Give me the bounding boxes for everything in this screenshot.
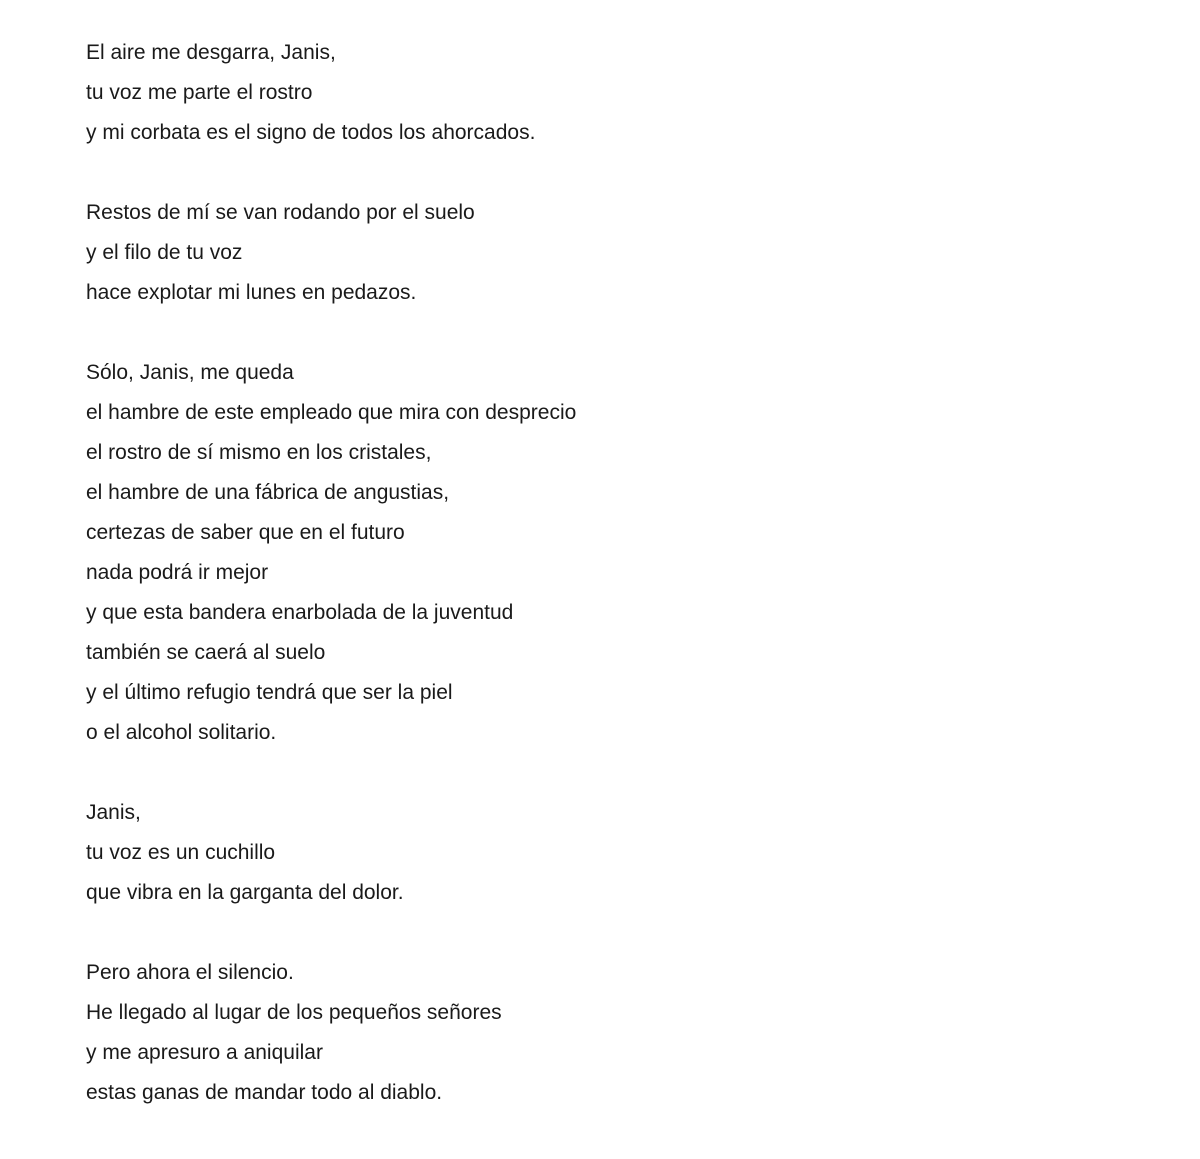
poem-line: también se caerá al suelo bbox=[86, 641, 326, 664]
poem-line: el rostro de sí mismo en los cristales, bbox=[86, 441, 432, 464]
poem-line: certezas de saber que en el futuro bbox=[86, 521, 405, 544]
poem-line: o el alcohol solitario. bbox=[86, 721, 277, 744]
poem-line: estas ganas de mandar todo al diablo. bbox=[86, 1081, 443, 1104]
poem-line: y mi corbata es el signo de todos los ahorcados. bbox=[86, 121, 536, 144]
stanza-2 bbox=[86, 199, 1146, 319]
stanza-1 bbox=[86, 39, 1146, 159]
poem-line: Pero ahora el silencio. bbox=[86, 961, 294, 984]
stanza-5 bbox=[86, 959, 1146, 1119]
poem-line: y el último refugio tendrá que ser la piel bbox=[86, 681, 453, 704]
poem-line: He llegado al lugar de los pequeños señores bbox=[86, 1001, 502, 1024]
poem-line: Sólo, Janis, me queda bbox=[86, 361, 294, 384]
poem-line: el hambre de este empleado que mira con desprecio bbox=[86, 401, 577, 424]
poem-line: el hambre de una fábrica de angustias, bbox=[86, 481, 450, 504]
poem-line: y que esta bandera enarbolada de la juventud bbox=[86, 601, 514, 624]
poem-line: que vibra en la garganta del dolor. bbox=[86, 881, 404, 904]
poem-line: tu voz es un cuchillo bbox=[86, 841, 276, 864]
poem-line: y me apresuro a aniquilar bbox=[86, 1041, 323, 1064]
poem-line: tu voz me parte el rostro bbox=[86, 81, 313, 104]
poem-line: nada podrá ir mejor bbox=[86, 561, 269, 584]
poem-line: Janis, bbox=[86, 801, 141, 824]
poem-body bbox=[86, 39, 1146, 1159]
stanza-3 bbox=[86, 359, 1146, 759]
poem-line: y el filo de tu voz bbox=[86, 241, 243, 264]
poem-line: El aire me desgarra, Janis, bbox=[86, 41, 336, 64]
poem-line: hace explotar mi lunes en pedazos. bbox=[86, 281, 417, 304]
poem-line: Restos de mí se van rodando por el suelo bbox=[86, 201, 475, 224]
stanza-4 bbox=[86, 799, 1146, 919]
